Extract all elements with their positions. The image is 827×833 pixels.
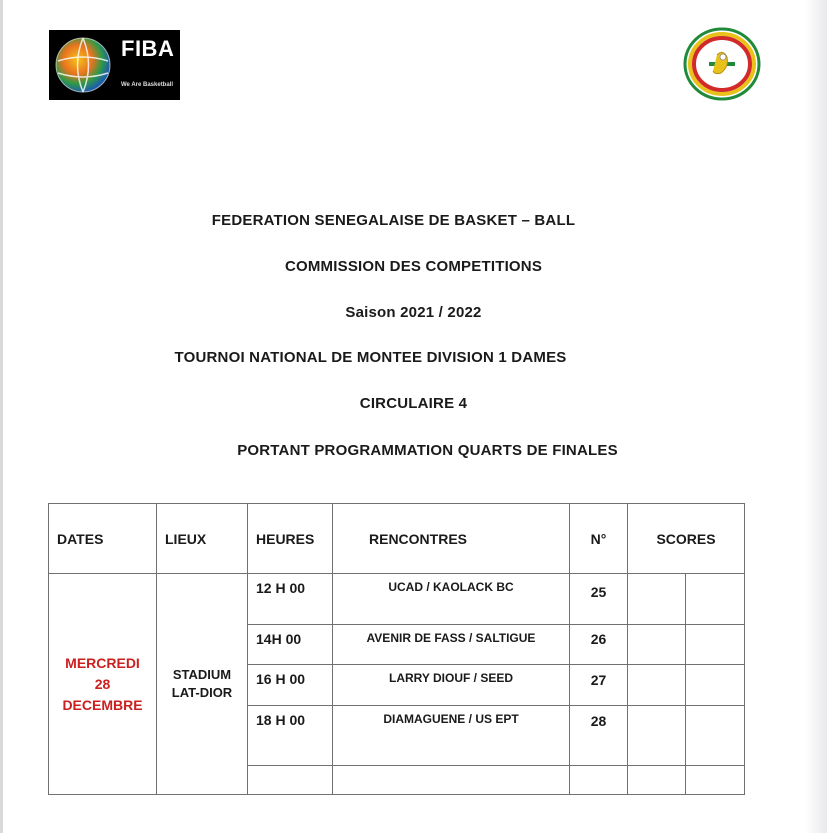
match-number: 27: [570, 665, 628, 706]
match-number: 28: [570, 706, 628, 766]
score-cell-away: [686, 706, 745, 766]
score-cell-away: [686, 665, 745, 706]
page-left-edge: [0, 0, 3, 833]
match-time: 14H 00: [248, 625, 333, 665]
col-header-numero: N°: [570, 504, 628, 574]
fiba-logo: [49, 30, 180, 100]
subject-title: PORTANT PROGRAMMATION QUARTS DE FINALES: [237, 442, 618, 459]
score-cell-home: [628, 625, 686, 665]
commission-title: COMMISSION DES COMPETITIONS: [284, 258, 543, 275]
venue-cell: [157, 574, 248, 795]
federation-title: FEDERATION SENEGALAISE DE BASKET – BALL: [211, 212, 576, 229]
schedule-table: [48, 503, 745, 795]
venue-line1: STADIUM: [172, 667, 232, 682]
date-day: 28: [94, 675, 111, 692]
date-cell: [49, 574, 157, 795]
col-header-heures: HEURES: [248, 504, 333, 574]
fsbb-seal-icon: [683, 27, 761, 101]
col-header-rencontres: RENCONTRES: [333, 504, 570, 574]
score-cell-home: [628, 665, 686, 706]
table-row: [49, 574, 745, 625]
match-time: 16 H 00: [248, 665, 333, 706]
col-header-lieux: LIEUX: [157, 504, 248, 574]
match-number: 25: [570, 574, 628, 625]
col-header-dates: DATES: [49, 504, 157, 574]
match-teams: AVENIR DE FASS / SALTIGUE: [333, 625, 570, 665]
page-right-shadow: [805, 0, 827, 833]
match-teams: LARRY DIOUF / SEED: [333, 665, 570, 706]
col-header-scores: SCORES: [628, 504, 745, 574]
empty-match-cell: [333, 766, 570, 795]
match-time: 18 H 00: [248, 706, 333, 766]
empty-number-cell: [570, 766, 628, 795]
tournament-title: TOURNOI NATIONAL DE MONTEE DIVISION 1 DAMES: [174, 349, 567, 366]
season-title: Saison 2021 / 2022: [345, 304, 482, 321]
score-cell-away: [686, 574, 745, 625]
score-cell-home: [628, 574, 686, 625]
match-time: 12 H 00: [248, 574, 333, 625]
empty-score-cell: [628, 766, 686, 795]
venue-line2: LAT-DIOR: [171, 685, 233, 700]
date-weekday: MERCREDI: [65, 654, 140, 671]
match-number: 26: [570, 625, 628, 665]
fiba-tagline: We Are Basketball: [121, 82, 174, 88]
fiba-wordmark: FIBA: [121, 36, 175, 61]
score-cell-home: [628, 706, 686, 766]
empty-time-cell: [248, 766, 333, 795]
fiba-ball-icon: [54, 35, 112, 95]
empty-score-cell: [686, 766, 745, 795]
circular-title: CIRCULAIRE 4: [359, 395, 468, 412]
match-teams: UCAD / KAOLACK BC: [333, 574, 570, 625]
date-month: DECEMBRE: [62, 696, 143, 713]
score-cell-away: [686, 625, 745, 665]
match-teams: DIAMAGUENE / US EPT: [333, 706, 570, 766]
table-header-row: [49, 504, 745, 574]
